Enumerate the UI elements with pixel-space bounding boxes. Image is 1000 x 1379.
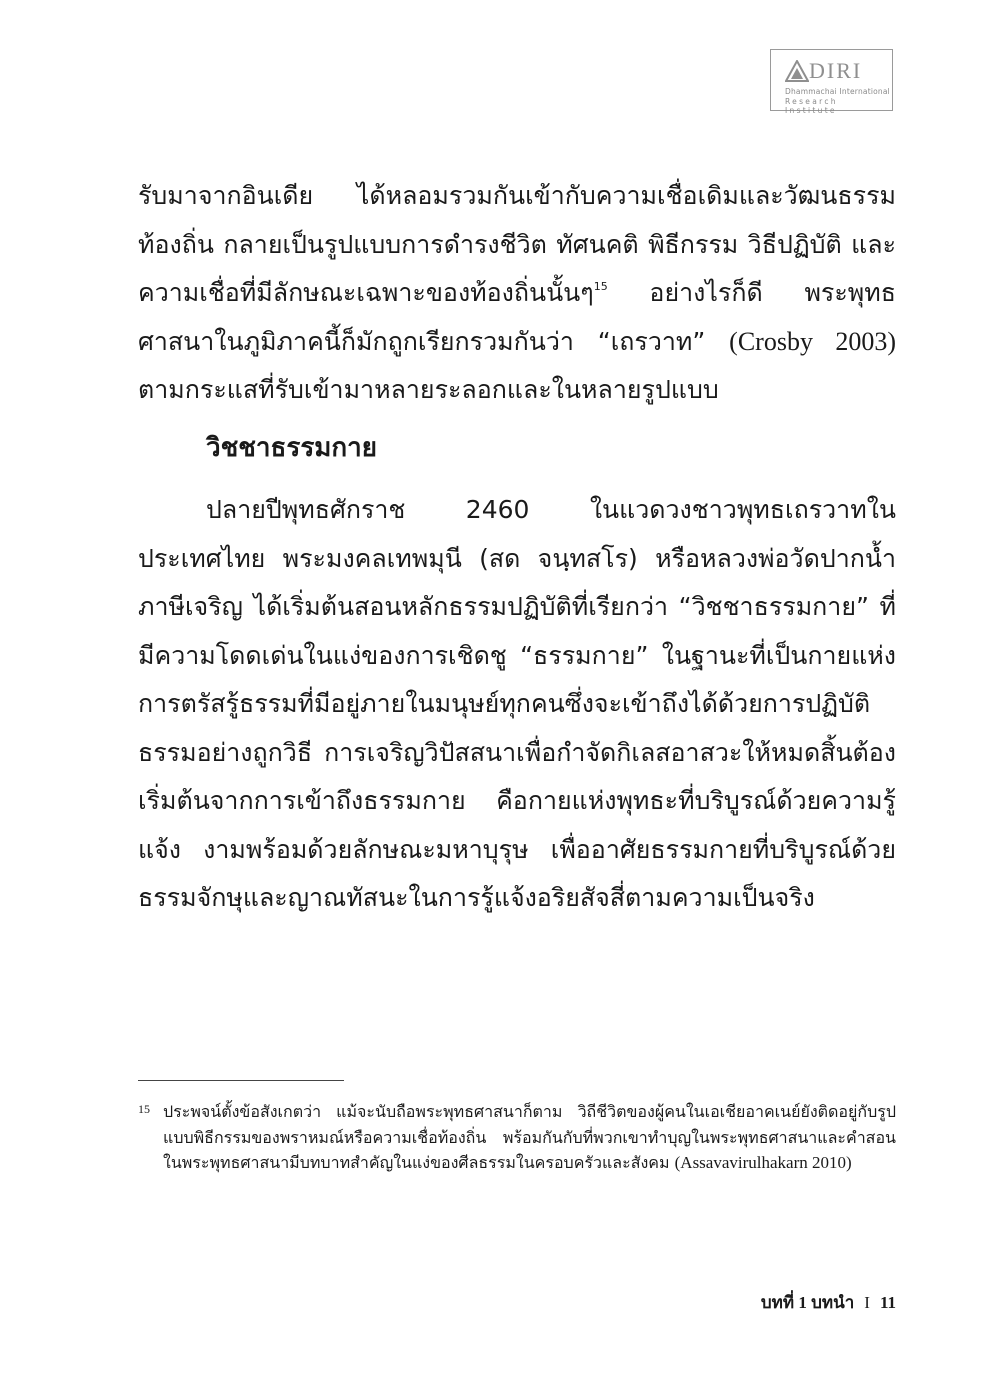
logo-brand: DIRI bbox=[809, 58, 863, 83]
footer-separator: I bbox=[864, 1293, 870, 1312]
paragraph-1-part-2: อย่างไรก็ดี พระพุทธศาสนาในภูมิภาคนี้ก็มักถูกเรียกรวมกันว่า “เถรวาท” bbox=[138, 278, 896, 356]
paragraph-1-part-3: ตามกระแสที่รับเข้ามาหลายระลอกและในหลายรูปแบบ bbox=[138, 375, 719, 404]
page-footer bbox=[761, 1289, 896, 1316]
paragraph-1 bbox=[138, 172, 896, 415]
footnote-divider bbox=[138, 1080, 344, 1081]
logo-subtitle-2: Research Institute bbox=[785, 97, 838, 115]
footnote-body: ประพจน์ตั้งข้อสังเกตว่า แม้จะนับถือพระพุทธศาสนาก็ตาม วิถีชีวิตของผู้คนในเอเชียอาคเนย์ยังติดอยู่กับรูปแบบพิธีกรรมของพราหมณ์หรือความเชื่อท้องถิ่น พร้อมกันกับที่พวกเขาทำบุญในพระพุทธศาสนาและคำสอนในพระพุทธศาสนามีบทบาทสำคัญในแง่ของศีลธรรมในครอบครัวและสังคม bbox=[163, 1102, 896, 1172]
page-number: 11 bbox=[879, 1293, 896, 1312]
section-heading: วิชชาธรรมกาย bbox=[206, 433, 378, 463]
footnote-number: 15 bbox=[138, 1102, 150, 1116]
paragraph-1-part-1: รับมาจากอินเดีย ได้หลอมรวมกันเข้ากับความเชื่อเดิมและวัฒนธรรมท้องถิ่น กลายเป็นรูปแบบการดำรงชีวิต ทัศนคติ พิธีกรรม วิธีปฏิบัติ และความเชื่อที่มีลักษณะเฉพาะของท้องถิ่นนั้นๆ bbox=[138, 181, 896, 307]
footnote-text bbox=[163, 1099, 896, 1176]
paragraph-2: ปลายปีพุทธศักราช 2460 ในแวดวงชาวพุทธเถรวาทในประเทศไทย พระมงคลเทพมุนี (สด จนฺทสโร) หรือหลวงพ่อวัดปากน้ำ ภาษีเจริญ ได้เริ่มต้นสอนหลักธรรมปฏิบัติที่เรียกว่า “วิชชาธรรมกาย” ที่มีความโดดเด่นในแง่ของการเชิดชู “ธรรมกาย” ในฐานะที่เป็นกายแห่งการตรัสรู้ธรรมที่มีอยู่ภายในมนุษย์ทุกคนซึ่งจะเข้าถึงได้ด้วยการปฏิบัติธรรมอย่างถูกวิธี การเจริญวิปัสสนาเพื่อกำจัดกิเลสอาสวะให้หมดสิ้นต้องเริ่มต้นจากการเข้าถึงธรรมกาย คือกายแห่งพุทธะที่บริบูรณ์ด้วยความรู้แจ้ง งามพร้อมด้วยลักษณะมหาบุรุษ เพื่ออาศัยธรรมกายที่บริบูรณ์ด้วยธรรมจักษุและญาณทัสนะในการรู้แจ้งอริยสัจสี่ตามความเป็นจริง bbox=[138, 495, 896, 912]
chapter-label: บทที่ 1 บทนำ bbox=[760, 1293, 855, 1312]
footnote bbox=[138, 1099, 896, 1176]
logo-subtitle-1: Dhammachai International bbox=[785, 87, 890, 96]
citation-crosby: (Crosby 2003) bbox=[729, 326, 897, 356]
footnote-citation: (Assavavirulhakarn 2010) bbox=[674, 1153, 852, 1172]
diri-logo bbox=[770, 49, 893, 115]
footnote-reference[interactable]: 15 bbox=[593, 280, 608, 293]
triangle-logo-icon bbox=[785, 60, 809, 82]
